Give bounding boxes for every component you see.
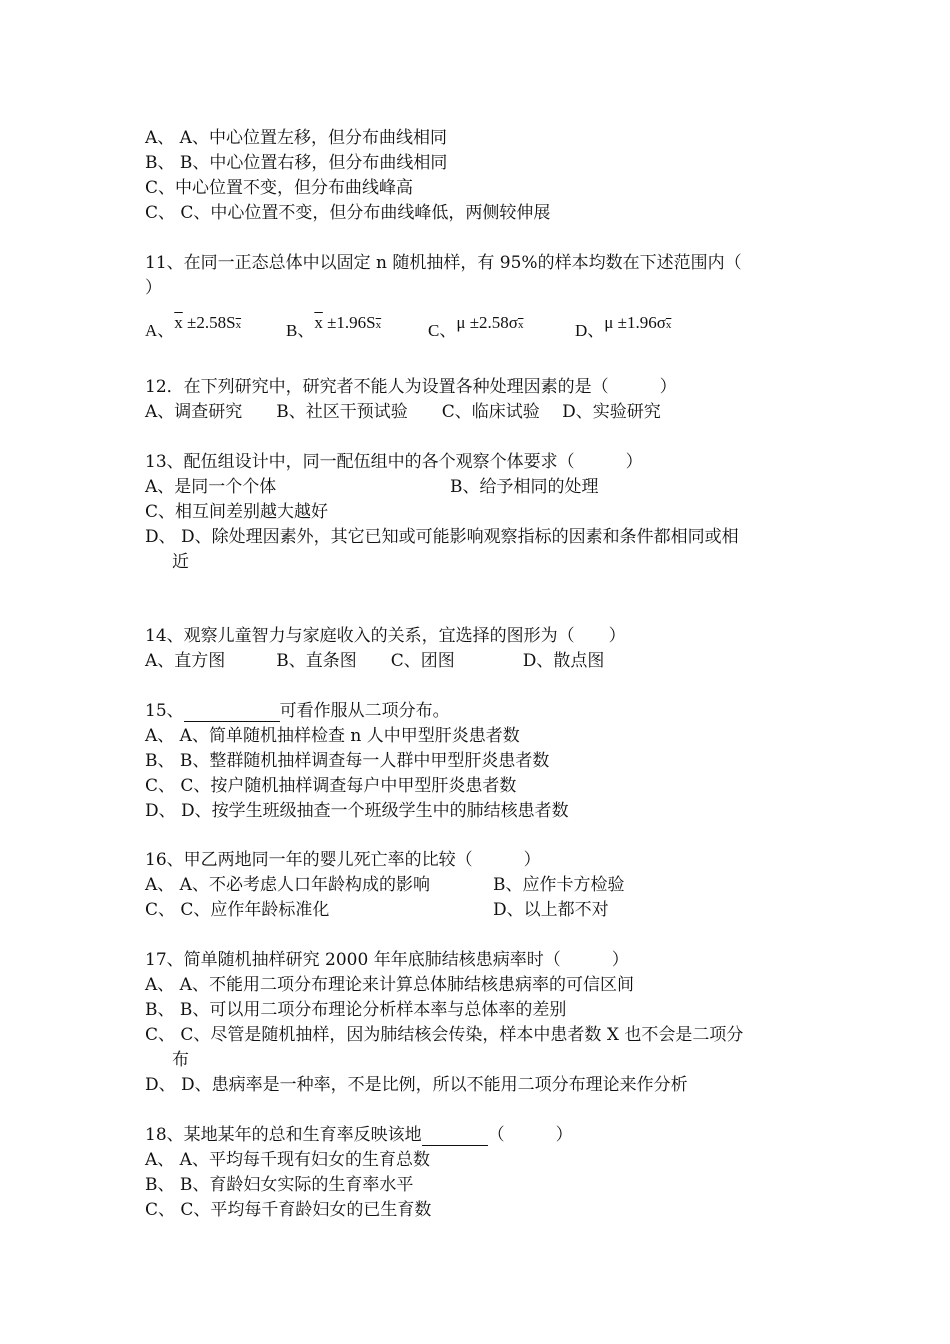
- q18-option-c: C、 C、平均每千育龄妇女的已生育数: [145, 1200, 432, 1220]
- q16-stem: 16、甲乙两地同一年的婴儿死亡率的比较（ ）: [145, 850, 541, 870]
- q17-option-c-cont: 布: [172, 1050, 189, 1070]
- answer-blank: [422, 1127, 488, 1146]
- q15-option-a: A、 A、简单随机抽样检查 n 人中甲型肝炎患者数: [145, 726, 520, 746]
- q14-options: A、直方图 B、直条图 C、团图 D、散点图: [145, 651, 605, 671]
- q13-option-b: B、给予相同的处理: [450, 477, 599, 497]
- q10-option-c: C、中心位置不变，但分布曲线峰高: [145, 178, 414, 198]
- q10-option-d: C、 C、中心位置不变，但分布曲线峰低，两侧较伸展: [145, 203, 551, 223]
- answer-blank: [184, 703, 280, 722]
- q17-stem: 17、简单随机抽样研究 2000 年年底肺结核患病率时（ ）: [145, 950, 629, 970]
- q11-option-d: D、$\mu \pm 1.96\sigma\overline{x}$: [575, 313, 672, 340]
- q16-option-c: C、 C、应作年龄标准化: [145, 900, 330, 920]
- q14-stem: 14、观察儿童智力与家庭收入的关系，宜选择的图形为（ ）: [145, 626, 626, 646]
- q10-option-a: A、 A、中心位置左移，但分布曲线相同: [145, 128, 447, 148]
- q13-option-a: A、是同一个个体: [145, 477, 277, 497]
- q11-stem-cont: ）: [145, 278, 162, 298]
- q18-stem: 18、某地某年的总和生育率反映该地 （ ）: [145, 1125, 573, 1145]
- q13-stem: 13、配伍组设计中，同一配伍组中的各个观察个体要求（ ）: [145, 452, 643, 472]
- q15-option-d: D、 D、按学生班级抽查一个班级学生中的肺结核患者数: [145, 801, 569, 821]
- q15-stem: 15、 可看作服从二项分布。: [145, 701, 450, 721]
- q15-option-c: C、 C、按户随机抽样调查每户中甲型肝炎患者数: [145, 776, 517, 796]
- q16-options-row-2: [145, 899, 845, 921]
- q12-options: A、调查研究 B、社区干预试验 C、临床试验 D、实验研究: [145, 402, 661, 422]
- q11-option-c: C、$\mu \pm 2.58\sigma\overline{x}$: [428, 313, 524, 340]
- q11-options: [145, 313, 845, 346]
- q17-option-b: B、 B、可以用二项分布理论分析样本率与总体率的差别: [145, 1000, 567, 1020]
- q16-option-b: B、应作卡方检验: [493, 875, 625, 895]
- q11-stem: 11、在同一正态总体中以固定 n 随机抽样，有 95%的样本均数在下述范围内（: [145, 253, 742, 273]
- q18-option-b: B、 B、育龄妇女实际的生育率水平: [145, 1175, 414, 1195]
- q11-option-b: B、$\overline{x} \pm 1.96S\overline{x}$: [286, 313, 382, 340]
- q18-option-a: A、 A、平均每千现有妇女的生育总数: [145, 1150, 430, 1170]
- q11-option-a: A、$\overline{x} \pm 2.58S\overline{x}$: [145, 313, 242, 340]
- q17-option-d: D、 D、患病率是一种率，不是比例，所以不能用二项分布理论来作分析: [145, 1075, 688, 1095]
- q16-options-row-1: [145, 874, 845, 896]
- q17-option-a: A、 A、不能用二项分布理论来计算总体肺结核患病率的可信区间: [145, 975, 634, 995]
- q10-option-b: B、 B、中心位置右移，但分布曲线相同: [145, 153, 448, 173]
- q16-option-a: A、 A、不必考虑人口年龄构成的影响: [145, 875, 430, 895]
- q13-option-c: C、相互间差别越大越好: [145, 502, 329, 522]
- q13-option-d-cont: 近: [172, 552, 189, 572]
- q13-options-row: [145, 476, 845, 498]
- q15-option-b: B、 B、整群随机抽样调查每一人群中甲型肝炎患者数: [145, 751, 550, 771]
- q16-option-d: D、以上都不对: [493, 900, 609, 920]
- q13-option-d: D、 D、除处理因素外，其它已知或可能影响观察指标的因素和条件都相同或相: [145, 527, 739, 547]
- q12-stem: 12．在下列研究中，研究者不能人为设置各种处理因素的是（ ）: [145, 377, 677, 397]
- q17-option-c: C、 C、尽管是随机抽样，因为肺结核会传染，样本中患者数 X 也不会是二项分: [145, 1025, 744, 1045]
